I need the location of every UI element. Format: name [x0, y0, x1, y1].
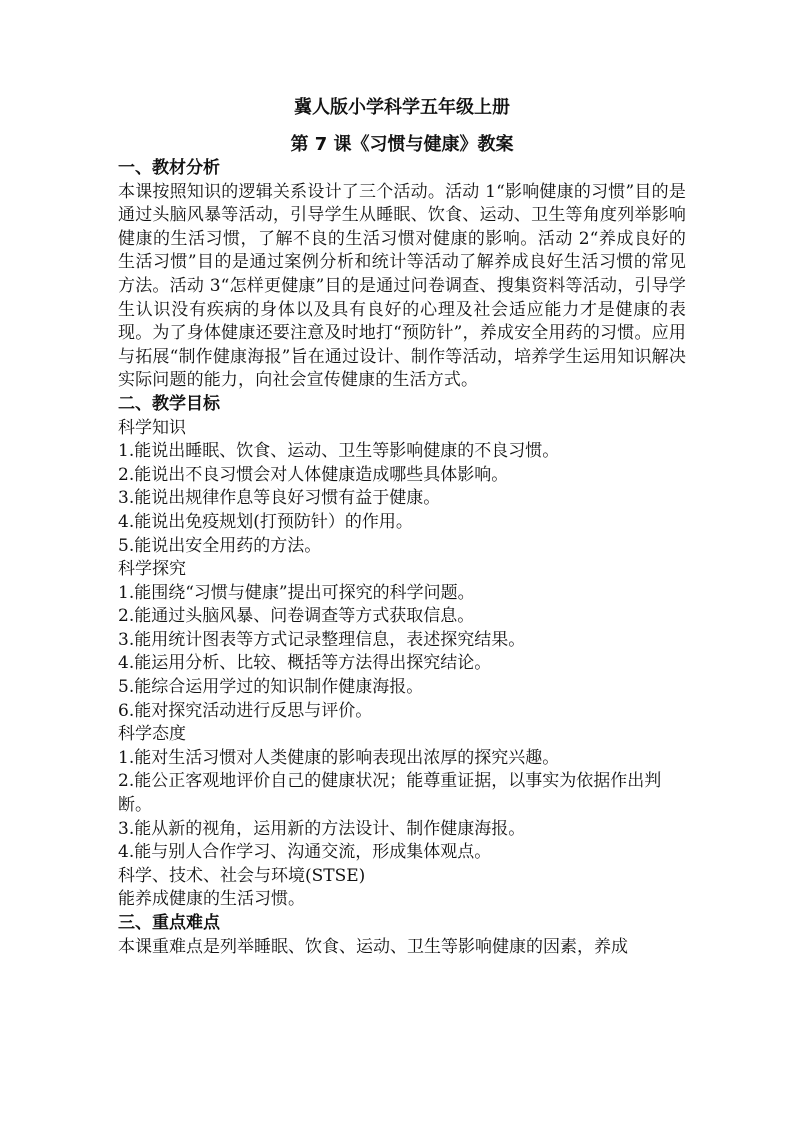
section-heading-key-difficulties: 三、重点难点	[118, 913, 220, 933]
list-item: 3.能说出规律作息等良好习惯有益于健康。	[118, 488, 441, 509]
section-heading-material-analysis: 一、教材分析	[118, 158, 220, 178]
document-title: 冀人版小学科学五年级上册	[294, 97, 510, 118]
list-item: 5.能说出安全用药的方法。	[118, 535, 322, 556]
list-item: 2.能公正客观地评价自己的健康状况；能尊重证据，以事实为依据作出判断。	[118, 771, 662, 816]
material-analysis-paragraph: 本课按照知识的逻辑关系设计了三个活动。活动 1“影响健康的习惯”目的是通过头脑风暴等活动，引导学生从睡眠、饮食、运动、卫生等角度列举影响健康的生活习惯，了解不良的生活习惯对健康的影响。活动 2“养成良好的生活习惯”目的是通过案例分析和统计等活动了解养成良好生活习惯的常见方法。活动 3“怎样更健康”目的是通过问卷调查、搜集资料等活动，引导学生认识没有疾病的身体以及具有良好的心理及社会适应能力才是健康的表现。为了身体健康还要注意及时地打“预防针”，养成安全用药的习惯。应用与拓展“制作健康海报”旨在通过设计、制作等活动，培养学生运用知识解决实际问题的能力，向社会宣传健康的生活方式。	[118, 181, 686, 391]
list-item: 3.能用统计图表等方式记录整理信息，表述探究结果。	[118, 629, 526, 650]
lesson-title: 第 7 课《习惯与健康》教案	[290, 134, 514, 155]
list-item: 4.能与别人合作学习、沟通交流，形成集体观点。	[118, 842, 492, 863]
list-item: 3.能从新的视角，运用新的方法设计、制作健康海报。	[118, 818, 526, 839]
list-item: 1.能对生活习惯对人类健康的影响表现出浓厚的探究兴趣。	[118, 747, 560, 768]
document-page	[118, 96, 686, 959]
section-heading-teaching-goals: 二、教学目标	[118, 393, 220, 414]
list-item: 6.能对探究活动进行反思与评价。	[118, 700, 373, 721]
list-item: 4.能说出免疫规划(打预防针）的作用。	[118, 511, 413, 532]
subheading-science-attitude: 科学态度	[118, 724, 186, 745]
list-item: 1.能说出睡眠、饮食、运动、卫生等影响健康的不良习惯。	[118, 441, 560, 462]
subheading-science-inquiry: 科学探究	[118, 559, 186, 580]
list-item: 4.能运用分析、比较、概括等方法得出探究结论。	[118, 653, 492, 674]
list-item: 2.能通过头脑风暴、问卷调查等方式获取信息。	[118, 606, 475, 627]
list-item: 5.能综合运用学过的知识制作健康海报。	[118, 677, 424, 698]
key-difficulties-paragraph: 本课重难点是列举睡眠、饮食、运动、卫生等影响健康的因素，养成	[118, 936, 628, 957]
subheading-stse: 科学、技术、社会与环境(STSE)	[118, 865, 366, 886]
subheading-science-knowledge: 科学知识	[118, 417, 186, 438]
stse-text: 能养成健康的生活习惯。	[118, 889, 305, 910]
list-item: 2.能说出不良习惯会对人体健康造成哪些具体影响。	[118, 464, 509, 485]
list-item: 1.能围绕“习惯与健康”提出可探究的科学问题。	[118, 582, 475, 603]
